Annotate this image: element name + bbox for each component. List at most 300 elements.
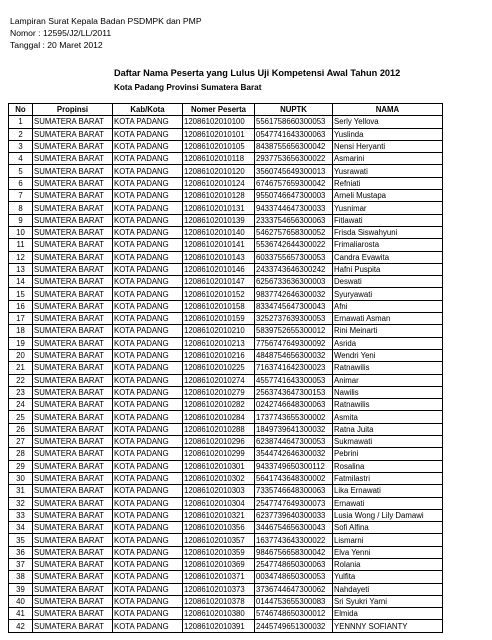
- cell-nama: Elva Yenni: [333, 546, 443, 558]
- cell-kab-kota: KOTA PADANG: [113, 276, 183, 288]
- cell-no: 19: [9, 337, 33, 349]
- letterhead-tanggal: Tanggal : 20 Maret 2012: [10, 40, 103, 51]
- table-row: [9, 448, 443, 460]
- table-row: [9, 620, 443, 632]
- table-row: [9, 436, 443, 448]
- cell-nuptk: 2937753656300022: [255, 153, 333, 165]
- cell-no: 29: [9, 460, 33, 472]
- table-row: [9, 472, 443, 484]
- cell-no: 5: [9, 165, 33, 177]
- cell-nama: Ratnawilis: [333, 362, 443, 374]
- cell-no: 8: [9, 202, 33, 214]
- cell-nuptk: 5561758660300053: [255, 116, 333, 128]
- cell-nama: Yusrawati: [333, 165, 443, 177]
- cell-kab-kota: KOTA PADANG: [113, 177, 183, 189]
- cell-propinsi: SUMATERA BARAT: [33, 116, 113, 128]
- cell-nomer-peserta: 12086102010380: [183, 608, 255, 620]
- cell-nomer-peserta: 12086102010288: [183, 423, 255, 435]
- cell-propinsi: SUMATERA BARAT: [33, 214, 113, 226]
- cell-nuptk: 9433744647300033: [255, 202, 333, 214]
- cell-nama: Asmarini: [333, 153, 443, 165]
- cell-kab-kota: KOTA PADANG: [113, 595, 183, 607]
- cell-propinsi: SUMATERA BARAT: [33, 399, 113, 411]
- cell-nama: Lika Ernawati: [333, 485, 443, 497]
- cell-nama: Syuryawati: [333, 288, 443, 300]
- cell-nomer-peserta: 12086102010141: [183, 239, 255, 251]
- header-propinsi: Propinsi: [33, 104, 113, 116]
- cell-nuptk: 7163741642300023: [255, 362, 333, 374]
- cell-nomer-peserta: 12086102010282: [183, 399, 255, 411]
- cell-nuptk: 3736744647300062: [255, 583, 333, 595]
- cell-no: 22: [9, 374, 33, 386]
- cell-nomer-peserta: 12086102010296: [183, 436, 255, 448]
- cell-no: 25: [9, 411, 33, 423]
- cell-nama: Elmida: [333, 608, 443, 620]
- cell-nama: Nensi Heryanti: [333, 140, 443, 152]
- cell-kab-kota: KOTA PADANG: [113, 288, 183, 300]
- cell-nama: Arneli Mustapa: [333, 190, 443, 202]
- table-row: [9, 583, 443, 595]
- cell-nama: Rosalina: [333, 460, 443, 472]
- cell-nama: Deswati: [333, 276, 443, 288]
- cell-nuptk: 4848754656300032: [255, 349, 333, 361]
- cell-propinsi: SUMATERA BARAT: [33, 423, 113, 435]
- cell-kab-kota: KOTA PADANG: [113, 374, 183, 386]
- cell-nama: Asmita: [333, 411, 443, 423]
- cell-nama: Serly Yellova: [333, 116, 443, 128]
- cell-kab-kota: KOTA PADANG: [113, 558, 183, 570]
- table-row: [9, 263, 443, 275]
- cell-nama: Fatmilastri: [333, 472, 443, 484]
- table-row: [9, 202, 443, 214]
- table-row: [9, 608, 443, 620]
- cell-nuptk: 4557741643300053: [255, 374, 333, 386]
- cell-nuptk: 3544742646300032: [255, 448, 333, 460]
- cell-nomer-peserta: 12086102010303: [183, 485, 255, 497]
- table-row: [9, 226, 443, 238]
- cell-nuptk: 0242746648300063: [255, 399, 333, 411]
- cell-nuptk: 0547741643300063: [255, 128, 333, 140]
- cell-no: 26: [9, 423, 33, 435]
- cell-nuptk: 3560745649300013: [255, 165, 333, 177]
- cell-nama: Animar: [333, 374, 443, 386]
- cell-no: 7: [9, 190, 33, 202]
- cell-nuptk: 8438755656300042: [255, 140, 333, 152]
- letterhead: [10, 15, 202, 52]
- cell-no: 13: [9, 263, 33, 275]
- cell-nomer-peserta: 12086102010284: [183, 411, 255, 423]
- header-no: No: [9, 104, 33, 116]
- table-row: [9, 349, 443, 361]
- cell-nuptk: 1637743643300022: [255, 534, 333, 546]
- cell-nomer-peserta: 12086102010301: [183, 460, 255, 472]
- cell-propinsi: SUMATERA BARAT: [33, 386, 113, 398]
- table-row: [9, 300, 443, 312]
- cell-kab-kota: KOTA PADANG: [113, 522, 183, 534]
- cell-propinsi: SUMATERA BARAT: [33, 595, 113, 607]
- cell-no: 42: [9, 620, 33, 632]
- cell-nomer-peserta: 12086102010158: [183, 300, 255, 312]
- cell-nomer-peserta: 12086102010105: [183, 140, 255, 152]
- cell-nuptk: 0144753655300083: [255, 595, 333, 607]
- cell-no: 2: [9, 128, 33, 140]
- participants-table: [8, 103, 443, 633]
- cell-nomer-peserta: 12086102010356: [183, 522, 255, 534]
- cell-propinsi: SUMATERA BARAT: [33, 128, 113, 140]
- cell-nuptk: 0034748650300053: [255, 571, 333, 583]
- cell-nuptk: 1849739641300032: [255, 423, 333, 435]
- cell-nuptk: 2433743646300242: [255, 263, 333, 275]
- header-nama: NAMA: [333, 104, 443, 116]
- cell-nomer-peserta: 12086102010139: [183, 214, 255, 226]
- cell-nama: Afni: [333, 300, 443, 312]
- cell-nuptk: 9550746647300003: [255, 190, 333, 202]
- cell-no: 12: [9, 251, 33, 263]
- cell-kab-kota: KOTA PADANG: [113, 140, 183, 152]
- cell-no: 41: [9, 608, 33, 620]
- cell-propinsi: SUMATERA BARAT: [33, 436, 113, 448]
- cell-nama: Rini Meinarti: [333, 325, 443, 337]
- table-body: [9, 116, 443, 632]
- cell-kab-kota: KOTA PADANG: [113, 214, 183, 226]
- cell-propinsi: SUMATERA BARAT: [33, 202, 113, 214]
- cell-nomer-peserta: 12086102010216: [183, 349, 255, 361]
- cell-propinsi: SUMATERA BARAT: [33, 620, 113, 632]
- cell-no: 4: [9, 153, 33, 165]
- cell-nomer-peserta: 12086102010101: [183, 128, 255, 140]
- table-row: [9, 337, 443, 349]
- cell-nomer-peserta: 12086102010146: [183, 263, 255, 275]
- cell-kab-kota: KOTA PADANG: [113, 263, 183, 275]
- cell-propinsi: SUMATERA BARAT: [33, 313, 113, 325]
- cell-nama: Yusnimar: [333, 202, 443, 214]
- cell-nomer-peserta: 12086102010210: [183, 325, 255, 337]
- cell-propinsi: SUMATERA BARAT: [33, 497, 113, 509]
- cell-nomer-peserta: 12086102010131: [183, 202, 255, 214]
- cell-nuptk: 7335746648300063: [255, 485, 333, 497]
- cell-kab-kota: KOTA PADANG: [113, 325, 183, 337]
- cell-kab-kota: KOTA PADANG: [113, 399, 183, 411]
- table-row: [9, 239, 443, 251]
- cell-nama: Sofi Alfina: [333, 522, 443, 534]
- table-row: [9, 325, 443, 337]
- cell-no: 39: [9, 583, 33, 595]
- cell-kab-kota: KOTA PADANG: [113, 202, 183, 214]
- cell-no: 31: [9, 485, 33, 497]
- cell-propinsi: SUMATERA BARAT: [33, 448, 113, 460]
- cell-nuptk: 7756747649300092: [255, 337, 333, 349]
- cell-nuptk: 6237739640300033: [255, 509, 333, 521]
- cell-kab-kota: KOTA PADANG: [113, 226, 183, 238]
- cell-no: 28: [9, 448, 33, 460]
- table-row: [9, 509, 443, 521]
- cell-nomer-peserta: 12086102010304: [183, 497, 255, 509]
- cell-kab-kota: KOTA PADANG: [113, 313, 183, 325]
- cell-propinsi: SUMATERA BARAT: [33, 276, 113, 288]
- cell-propinsi: SUMATERA BARAT: [33, 472, 113, 484]
- cell-nuptk: 5641743648300002: [255, 472, 333, 484]
- cell-no: 11: [9, 239, 33, 251]
- cell-propinsi: SUMATERA BARAT: [33, 522, 113, 534]
- cell-nama: YENNNY SOFIANTY: [333, 620, 443, 632]
- cell-nama: Yulfita: [333, 571, 443, 583]
- cell-propinsi: SUMATERA BARAT: [33, 546, 113, 558]
- cell-no: 36: [9, 546, 33, 558]
- cell-no: 18: [9, 325, 33, 337]
- cell-nomer-peserta: 12086102010391: [183, 620, 255, 632]
- cell-nuptk: 6746757659300042: [255, 177, 333, 189]
- cell-kab-kota: KOTA PADANG: [113, 251, 183, 263]
- cell-kab-kota: KOTA PADANG: [113, 436, 183, 448]
- cell-kab-kota: KOTA PADANG: [113, 546, 183, 558]
- cell-propinsi: SUMATERA BARAT: [33, 263, 113, 275]
- cell-nama: Lismarni: [333, 534, 443, 546]
- cell-propinsi: SUMATERA BARAT: [33, 226, 113, 238]
- cell-kab-kota: KOTA PADANG: [113, 583, 183, 595]
- cell-nuptk: 5746748650300012: [255, 608, 333, 620]
- cell-kab-kota: KOTA PADANG: [113, 571, 183, 583]
- cell-nama: Pebrini: [333, 448, 443, 460]
- cell-nama: Asrida: [333, 337, 443, 349]
- cell-nuptk: 8334745647300043: [255, 300, 333, 312]
- table-row: [9, 558, 443, 570]
- cell-nama: Hafni Puspita: [333, 263, 443, 275]
- table-row: [9, 276, 443, 288]
- cell-kab-kota: KOTA PADANG: [113, 153, 183, 165]
- table-row: [9, 497, 443, 509]
- table-row: [9, 374, 443, 386]
- table-row: [9, 190, 443, 202]
- cell-nomer-peserta: 12086102010299: [183, 448, 255, 460]
- table-row: [9, 546, 443, 558]
- cell-propinsi: SUMATERA BARAT: [33, 165, 113, 177]
- cell-nuptk: 2445749651300032: [255, 620, 333, 632]
- cell-kab-kota: KOTA PADANG: [113, 116, 183, 128]
- table-row: [9, 362, 443, 374]
- cell-kab-kota: KOTA PADANG: [113, 485, 183, 497]
- cell-nomer-peserta: 12086102010140: [183, 226, 255, 238]
- table-row: [9, 485, 443, 497]
- cell-propinsi: SUMATERA BARAT: [33, 337, 113, 349]
- cell-kab-kota: KOTA PADANG: [113, 239, 183, 251]
- letterhead-line-1: Lampiran Surat Kepala Badan PSDMPK dan PMP: [10, 16, 202, 26]
- cell-nomer-peserta: 12086102010302: [183, 472, 255, 484]
- cell-propinsi: SUMATERA BARAT: [33, 374, 113, 386]
- cell-propinsi: SUMATERA BARAT: [33, 300, 113, 312]
- document-subtitle: Kota Padang Provinsi Sumatera Barat: [114, 83, 262, 92]
- table-row: [9, 386, 443, 398]
- cell-nuptk: 5536742644300022: [255, 239, 333, 251]
- cell-nama: Wendri Yeni: [333, 349, 443, 361]
- cell-propinsi: SUMATERA BARAT: [33, 325, 113, 337]
- cell-kab-kota: KOTA PADANG: [113, 620, 183, 632]
- cell-kab-kota: KOTA PADANG: [113, 534, 183, 546]
- cell-nama: Ratnawilis: [333, 399, 443, 411]
- header-nuptk: NUPTK: [255, 104, 333, 116]
- table-row: [9, 411, 443, 423]
- cell-nuptk: 9837742646300032: [255, 288, 333, 300]
- cell-nomer-peserta: 12086102010357: [183, 534, 255, 546]
- header-kab-kota: Kab/Kota: [113, 104, 183, 116]
- cell-no: 14: [9, 276, 33, 288]
- cell-propinsi: SUMATERA BARAT: [33, 571, 113, 583]
- cell-propinsi: SUMATERA BARAT: [33, 362, 113, 374]
- table-row: [9, 460, 443, 472]
- cell-propinsi: SUMATERA BARAT: [33, 583, 113, 595]
- cell-kab-kota: KOTA PADANG: [113, 509, 183, 521]
- cell-nama: Lusia Wong / Lily Damawi: [333, 509, 443, 521]
- table-row: [9, 595, 443, 607]
- table-row: [9, 522, 443, 534]
- letterhead-nomor: Nomor : 12595/J2/LL/2011: [10, 28, 112, 39]
- cell-kab-kota: KOTA PADANG: [113, 448, 183, 460]
- cell-no: 33: [9, 509, 33, 521]
- cell-kab-kota: KOTA PADANG: [113, 300, 183, 312]
- cell-propinsi: SUMATERA BARAT: [33, 177, 113, 189]
- cell-nama: Sukmawati: [333, 436, 443, 448]
- cell-kab-kota: KOTA PADANG: [113, 411, 183, 423]
- cell-no: 32: [9, 497, 33, 509]
- table-row: [9, 251, 443, 263]
- cell-nomer-peserta: 12086102010369: [183, 558, 255, 570]
- cell-nomer-peserta: 12086102010274: [183, 374, 255, 386]
- cell-nomer-peserta: 12086102010159: [183, 313, 255, 325]
- cell-kab-kota: KOTA PADANG: [113, 128, 183, 140]
- cell-propinsi: SUMATERA BARAT: [33, 190, 113, 202]
- cell-kab-kota: KOTA PADANG: [113, 337, 183, 349]
- cell-nomer-peserta: 12086102010213: [183, 337, 255, 349]
- cell-kab-kota: KOTA PADANG: [113, 423, 183, 435]
- cell-no: 20: [9, 349, 33, 361]
- cell-nama: Rolania: [333, 558, 443, 570]
- cell-nama: Yuslinda: [333, 128, 443, 140]
- table-row: [9, 140, 443, 152]
- cell-kab-kota: KOTA PADANG: [113, 349, 183, 361]
- cell-kab-kota: KOTA PADANG: [113, 165, 183, 177]
- cell-nomer-peserta: 12086102010371: [183, 571, 255, 583]
- header-nomer-peserta: Nomer Peserta: [183, 104, 255, 116]
- cell-nuptk: 2333754656300063: [255, 214, 333, 226]
- cell-no: 38: [9, 571, 33, 583]
- cell-no: 40: [9, 595, 33, 607]
- cell-propinsi: SUMATERA BARAT: [33, 509, 113, 521]
- table-row: [9, 165, 443, 177]
- cell-nuptk: 6238744647300053: [255, 436, 333, 448]
- cell-propinsi: SUMATERA BARAT: [33, 558, 113, 570]
- cell-nuptk: 1737743655300002: [255, 411, 333, 423]
- cell-no: 9: [9, 214, 33, 226]
- cell-nuptk: 3446754656300043: [255, 522, 333, 534]
- cell-nuptk: 5462757658300052: [255, 226, 333, 238]
- cell-no: 15: [9, 288, 33, 300]
- cell-propinsi: SUMATERA BARAT: [33, 251, 113, 263]
- cell-nuptk: 6033755657300053: [255, 251, 333, 263]
- cell-nama: Candra Evawita: [333, 251, 443, 263]
- cell-no: 16: [9, 300, 33, 312]
- document-title: Daftar Nama Peserta yang Lulus Uji Kompetensi Awal Tahun 2012: [114, 68, 401, 78]
- cell-nomer-peserta: 12086102010147: [183, 276, 255, 288]
- cell-nama: Sri Syukri Yarni: [333, 595, 443, 607]
- cell-kab-kota: KOTA PADANG: [113, 190, 183, 202]
- cell-propinsi: SUMATERA BARAT: [33, 153, 113, 165]
- cell-nama: Frimaliarosta: [333, 239, 443, 251]
- cell-nomer-peserta: 12086102010152: [183, 288, 255, 300]
- cell-nomer-peserta: 12086102010378: [183, 595, 255, 607]
- table-row: [9, 128, 443, 140]
- cell-propinsi: SUMATERA BARAT: [33, 239, 113, 251]
- table-row: [9, 534, 443, 546]
- cell-no: 37: [9, 558, 33, 570]
- cell-nama: Ernawati Asman: [333, 313, 443, 325]
- cell-no: 30: [9, 472, 33, 484]
- table-header-row: [9, 104, 443, 116]
- table-row: [9, 214, 443, 226]
- cell-nomer-peserta: 12086102010120: [183, 165, 255, 177]
- cell-nomer-peserta: 12086102010279: [183, 386, 255, 398]
- cell-propinsi: SUMATERA BARAT: [33, 411, 113, 423]
- cell-nomer-peserta: 12086102010321: [183, 509, 255, 521]
- cell-nuptk: 5839752655300012: [255, 325, 333, 337]
- cell-nama: Refniati: [333, 177, 443, 189]
- cell-kab-kota: KOTA PADANG: [113, 608, 183, 620]
- cell-nomer-peserta: 12086102010100: [183, 116, 255, 128]
- cell-no: 6: [9, 177, 33, 189]
- cell-propinsi: SUMATERA BARAT: [33, 485, 113, 497]
- cell-nuptk: 3252737639300053: [255, 313, 333, 325]
- cell-nama: Fitlawati: [333, 214, 443, 226]
- cell-nama: Frisda Siswahyuni: [333, 226, 443, 238]
- cell-no: 34: [9, 522, 33, 534]
- table-row: [9, 313, 443, 325]
- cell-nomer-peserta: 12086102010359: [183, 546, 255, 558]
- cell-kab-kota: KOTA PADANG: [113, 472, 183, 484]
- cell-nuptk: 2547747649300073: [255, 497, 333, 509]
- cell-nama: Ratna Juita: [333, 423, 443, 435]
- cell-nama: Nawilis: [333, 386, 443, 398]
- cell-no: 35: [9, 534, 33, 546]
- cell-propinsi: SUMATERA BARAT: [33, 534, 113, 546]
- cell-no: 27: [9, 436, 33, 448]
- table-row: [9, 423, 443, 435]
- cell-nuptk: 2563743647300153: [255, 386, 333, 398]
- cell-nuptk: 9433749650300112: [255, 460, 333, 472]
- cell-propinsi: SUMATERA BARAT: [33, 288, 113, 300]
- cell-no: 21: [9, 362, 33, 374]
- cell-propinsi: SUMATERA BARAT: [33, 460, 113, 472]
- cell-nomer-peserta: 12086102010143: [183, 251, 255, 263]
- cell-nomer-peserta: 12086102010128: [183, 190, 255, 202]
- cell-nomer-peserta: 12086102010373: [183, 583, 255, 595]
- cell-nomer-peserta: 12086102010118: [183, 153, 255, 165]
- cell-nama: Nahdayeti: [333, 583, 443, 595]
- cell-kab-kota: KOTA PADANG: [113, 460, 183, 472]
- cell-nama: Ernawati: [333, 497, 443, 509]
- cell-no: 23: [9, 386, 33, 398]
- cell-nuptk: 9846756658300042: [255, 546, 333, 558]
- cell-nomer-peserta: 12086102010225: [183, 362, 255, 374]
- cell-propinsi: SUMATERA BARAT: [33, 140, 113, 152]
- cell-nomer-peserta: 12086102010124: [183, 177, 255, 189]
- table-row: [9, 288, 443, 300]
- table-row: [9, 116, 443, 128]
- cell-no: 3: [9, 140, 33, 152]
- cell-no: 10: [9, 226, 33, 238]
- table-row: [9, 571, 443, 583]
- cell-no: 17: [9, 313, 33, 325]
- table-row: [9, 177, 443, 189]
- cell-nuptk: 2547748650300063: [255, 558, 333, 570]
- cell-nuptk: 6256733636300003: [255, 276, 333, 288]
